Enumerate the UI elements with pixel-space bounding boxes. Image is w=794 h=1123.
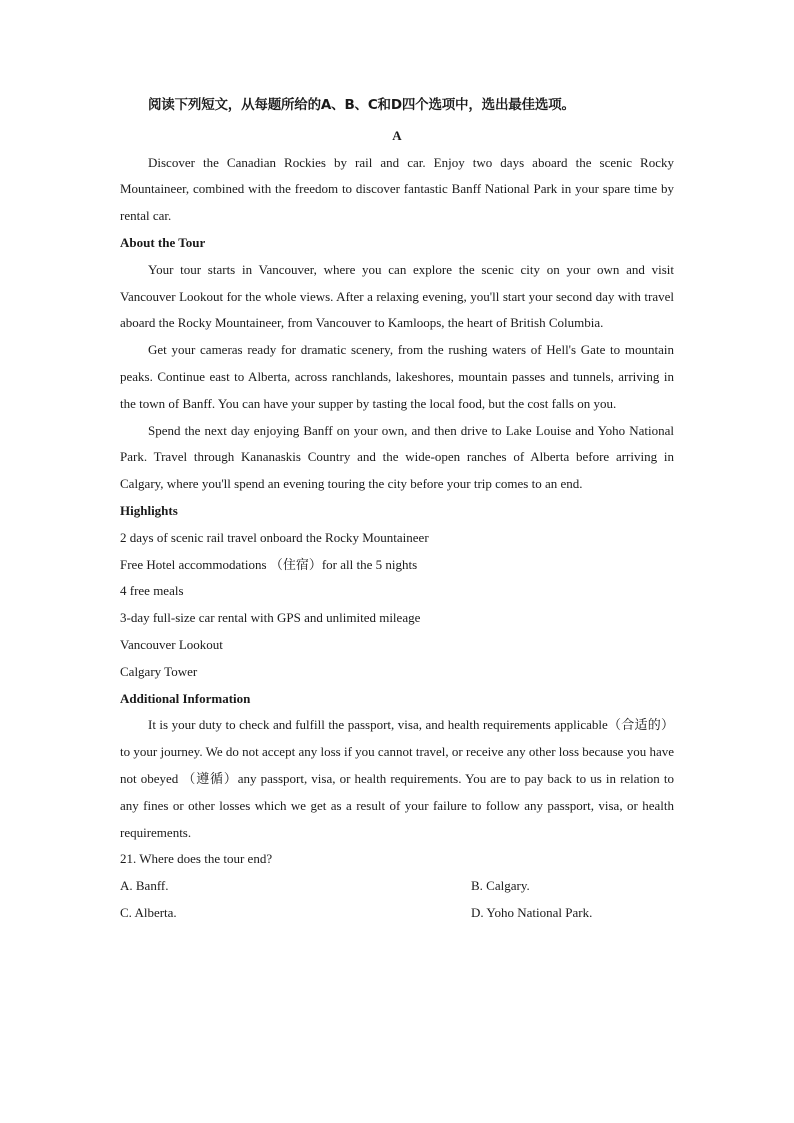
option-b[interactable]: B. Calgary. bbox=[471, 878, 530, 894]
additional-info-heading: Additional Information bbox=[120, 690, 251, 706]
highlights-list bbox=[120, 525, 674, 686]
about-heading: About the Tour bbox=[120, 234, 206, 250]
option-c[interactable]: C. Alberta. bbox=[120, 904, 177, 920]
highlight-item: Vancouver Lookout bbox=[120, 636, 223, 652]
question-text: 21. Where does the tour end? bbox=[120, 851, 273, 867]
highlight-item: Calgary Tower bbox=[120, 663, 198, 679]
highlight-item: 2 days of scenic rail travel onboard the Rocky Mountaineer bbox=[120, 529, 429, 545]
intro-paragraph: Discover the Canadian Rockies by rail and car. Enjoy two days aboard the scenic Rocky Mountaineer, combined with the freedom to discover fantastic Banff National Park in your spare time by rental car. bbox=[120, 154, 674, 224]
highlight-item: 3-day full-size car rental with GPS and unlimited mileage bbox=[120, 610, 421, 626]
about-paragraph-2: Get your cameras ready for dramatic scenery, from the rushing waters of Hell's Gate to mountain peaks. Continue east to Alberta, across ranchlands, lakeshores, mountain passes and tunnels, arriving in the town of Banff. You can have your supper by tasting the local food, but the cost falls on you. bbox=[120, 342, 674, 411]
document-page bbox=[120, 92, 674, 927]
passage-letter: A bbox=[392, 127, 402, 143]
about-paragraph-3: Spend the next day enjoying Banff on your own, and then drive to Lake Louise and Yoho National Park. Travel through Kananaskis Country and the wide-open ranches of Alberta before arriving in Calgary, where you'll spend an evening touring the city before your trip comes to an end. bbox=[120, 422, 674, 492]
additional-info-paragraph: It is your duty to check and fulfill the passport, visa, and health requirements applicable（合适的）to your journey. We do not accept any loss if you cannot travel, or receive any other loss because you have not obeyed （遵循）any passport, visa, or health requirements. You are to pay back to us in relation to any fines or other losses which we get as a result of your failure to follow any passport, visa, or health requirements. bbox=[120, 717, 674, 840]
option-a[interactable]: A. Banff. bbox=[120, 878, 169, 894]
instruction-text: 阅读下列短文，从每题所给的A、B、C和D四个选项中，选出最佳选项。 bbox=[148, 97, 575, 113]
about-paragraph-1: Your tour starts in Vancouver, where you can explore the scenic city on your own and visit Vancouver Lookout for the whole views. After a relaxing evening, you'll start your second day with travel aboard the Rocky Mountaineer, from Vancouver to Kamloops, the heart of British Columbia. bbox=[120, 261, 674, 331]
highlights-heading: Highlights bbox=[120, 502, 178, 518]
highlight-item: Free Hotel accommodations （住宿）for all the 5 nights bbox=[120, 556, 418, 572]
option-d[interactable]: D. Yoho National Park. bbox=[471, 904, 593, 920]
answer-options bbox=[120, 873, 674, 927]
highlight-item: 4 free meals bbox=[120, 583, 184, 599]
